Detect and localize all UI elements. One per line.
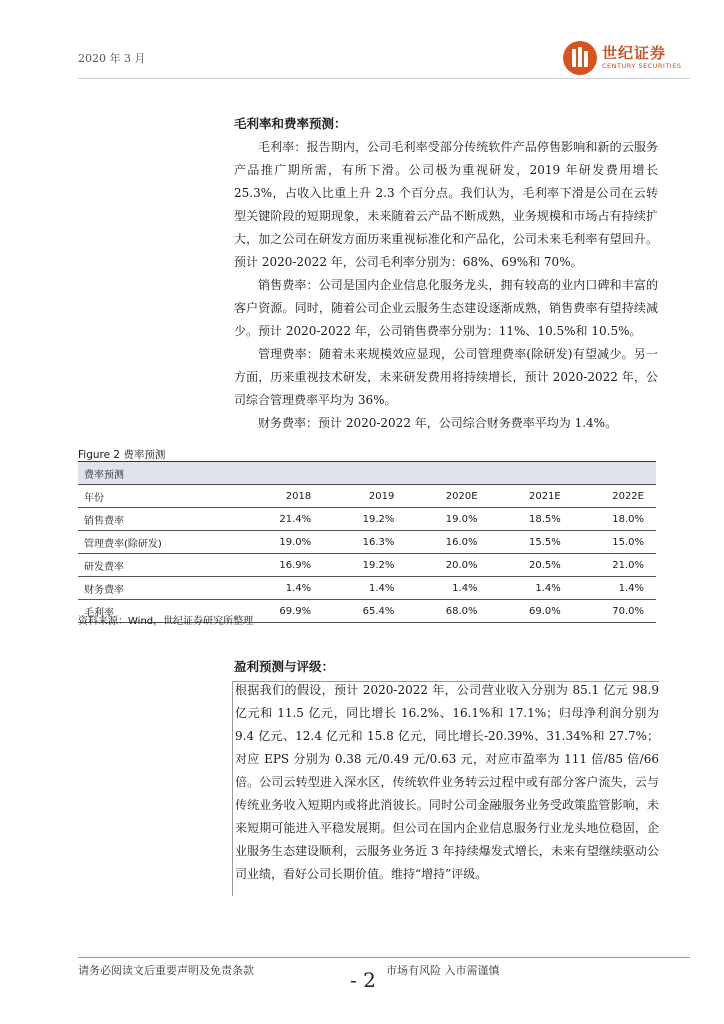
table-cell: 21.4% [240,508,323,531]
header-divider [78,78,690,79]
logo-text-en: CENTURY SECURITIES [602,62,682,70]
figure-title: Figure 2 费率预测 [78,449,166,461]
table-cell: 18.5% [490,508,573,531]
earnings-forecast-box [232,681,659,896]
table-cell: 19.2% [323,508,406,531]
logo-mark-icon [562,40,598,76]
section-body-earnings-forecast [235,679,659,886]
table-cell: 16.9% [240,554,323,577]
table-header-row [78,485,656,508]
table-cell: 1.4% [573,577,656,600]
table-cell: 21.0% [573,554,656,577]
footer-risk-warning: 市场有风险 入市需谨慎 [386,964,500,977]
table-cell: 15.5% [490,531,573,554]
table-cell: 管理费率(除研发) [78,531,240,554]
report-date: 2020 年 3 月 [78,52,146,65]
table-cell: 19.2% [323,554,406,577]
table-cell: 19.0% [240,531,323,554]
footer-divider [78,957,690,958]
table-cell: 69.0% [490,600,573,623]
company-logo [562,40,692,76]
table-header-cell: 2018 [240,485,323,508]
section-title-margin-fees: 毛利率和费率预测： [234,116,347,131]
table-cell: 69.9% [240,600,323,623]
table-cell: 销售费率 [78,508,240,531]
table-cell: 16.0% [406,531,489,554]
paragraph-earnings-forecast: 根据我们的假设，预计 2020-2022 年，公司营业收入分别为 85.1 亿元 98.9 亿元和 11.5 亿元，同比增长 16.2%、16.1%和 17.1%；归母净利润分别为 9.4 亿元、12.4 亿元和 15.8 亿元，同比增长-20.39%、31.34%和 27.7%；对应 EPS 分别为 0.38 元/0.49 元/0.63 元，对应市盈率为 111 倍/85 倍/66 倍。公司云转型进入深水区，传统软件业务转云过程中或有部分客户流失，云与传统业务收入短期内或将此消彼长。同时公司金融服务业务受政策监管影响，未来短期可能进入平稳发展期。但公司在国内企业信息服务行业龙头地位稳固，企业服务生态建设顺利，云服务业务近 3 年持续爆发式增长，未来有望继续驱动公司业绩，看好公司长期价值。维持“增持”评级。 [235,683,659,881]
table-cell: 65.4% [323,600,406,623]
table-cell: 1.4% [240,577,323,600]
footer-disclaimer: 请务必阅读文后重要声明及免责条款 [78,964,254,977]
table-title: 费率预测 [78,462,656,485]
table-header-cell: 2021E [490,485,573,508]
page-number: - 2 [350,968,376,992]
table-row [78,554,656,577]
paragraph-admin-fee: 管理费率：随着未来规模效应显现，公司管理费率(除研发)有望减少。另一方面，历来重视技术研发，未来研发费用将持续增长，预计 2020-2022 年，公司综合管理费率平均为 36%。 [234,347,658,407]
paragraph-sales-fee: 销售费率：公司是国内企业信息化服务龙头，拥有较高的业内口碑和丰富的客户资源。同时，随着公司企业云服务生态建设逐渐成熟，销售费率有望持续减少。预计 2020-2022 年，公司销售费率分别为：11%、10.5%和 10.5%。 [234,278,658,338]
table-source-note: 资料来源：Wind，世纪证券研究所整理 [78,616,254,627]
table-header-cell: 2020E [406,485,489,508]
table-row [78,577,656,600]
section-body-margin-fees [234,136,658,435]
table-row [78,531,656,554]
table-cell: 1.4% [490,577,573,600]
table-title-row [78,462,656,485]
table-cell: 70.0% [573,600,656,623]
paragraph-gross-margin: 毛利率：报告期内，公司毛利率受部分传统软件产品停售影响和新的云服务产品推广期所需，有所下滑。公司极为重视研发，2019 年研发费用增长 25.3%，占收入比重上升 2.3 个百分点。我们认为，毛利率下滑是公司在云转型关键阶段的短期现象，未来随着云产品不断成熟，业务规模和市场占有持续扩大，加之公司在研发方面历来重视标准化和产品化，公司未来毛利率有望回升。预计 2020-2022 年，公司毛利率分别为：68%、69%和 70%。 [234,140,658,269]
fee-forecast-table [78,462,656,623]
table-cell: 15.0% [573,531,656,554]
table-header-cell: 2022E [573,485,656,508]
table-cell: 1.4% [406,577,489,600]
paragraph-finance-fee: 财务费率：预计 2020-2022 年，公司综合财务费率平均为 1.4%。 [258,416,618,430]
table-header-cell: 年份 [78,485,240,508]
table-row [78,508,656,531]
table-cell: 1.4% [323,577,406,600]
table-cell: 财务费率 [78,577,240,600]
table-cell: 20.5% [490,554,573,577]
table-cell: 研发费率 [78,554,240,577]
table-cell: 16.3% [323,531,406,554]
table-cell: 20.0% [406,554,489,577]
table-cell: 68.0% [406,600,489,623]
section-title-earnings-forecast: 盈利预测与评级： [234,659,335,674]
table-header-cell: 2019 [323,485,406,508]
table-cell: 毛利率 [78,600,240,623]
table-cell: 18.0% [573,508,656,531]
table-cell: 19.0% [406,508,489,531]
logo-text-cn: 世纪证券 [602,44,667,62]
